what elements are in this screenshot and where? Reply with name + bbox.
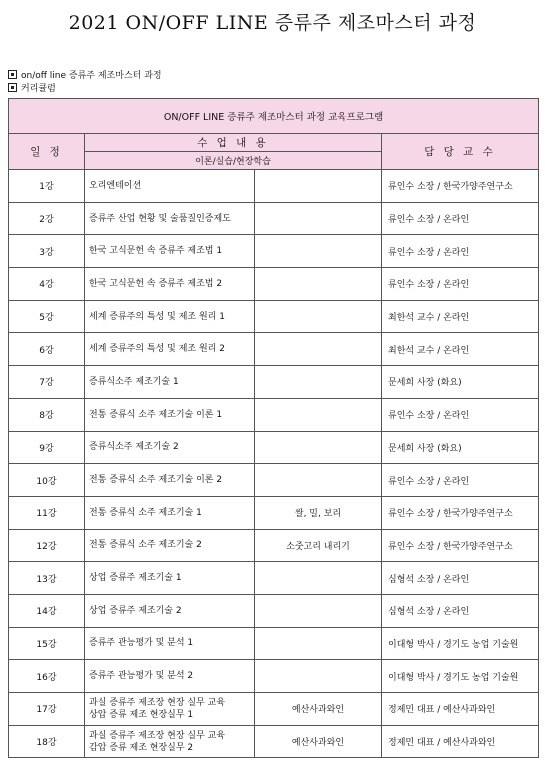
- table-row: [9, 496, 539, 529]
- cell-topic: [85, 202, 255, 235]
- cell-topic: [85, 170, 255, 203]
- cell-activity: [255, 366, 382, 399]
- cell-lecture: 6강: [9, 333, 85, 366]
- cell-lecture: 8강: [9, 398, 85, 431]
- cell-lecture: 17강: [9, 693, 85, 726]
- cell-lecture: 9강: [9, 431, 85, 464]
- cell-instructor: 심형석 소장 / 온라인: [382, 562, 539, 595]
- table-row: [9, 366, 539, 399]
- topic-line: 상업 증류주 제조기술 1: [89, 573, 182, 584]
- cell-topic: [85, 268, 255, 301]
- topic-line: 증류주 관능평가 및 분석 2: [89, 671, 194, 682]
- table-row: [9, 464, 539, 497]
- cell-topic: [85, 562, 255, 595]
- cell-topic: [85, 398, 255, 431]
- table-banner-row: [9, 99, 539, 134]
- page-title: 2021 ON/OFF LINE 증류주 제조마스터 과정: [68, 12, 477, 34]
- cell-activity: [255, 562, 382, 595]
- cell-activity: [255, 660, 382, 693]
- topic-line: 증류주 산업 현황 및 술품질인증제도: [89, 213, 231, 224]
- cell-instructor: 류인수 소장 / 한국가양주연구소: [382, 496, 539, 529]
- cell-lecture: 1강: [9, 170, 85, 203]
- cell-instructor: 문세희 사장 (화요): [382, 366, 539, 399]
- cell-activity: 예산사과와인: [255, 693, 382, 726]
- table-row: [9, 725, 539, 758]
- cell-instructor: 류인수 소장 / 온라인: [382, 235, 539, 268]
- header-content: 수 업 내 용: [85, 134, 382, 152]
- cell-activity: [255, 431, 382, 464]
- cell-instructor: 류인수 소장 / 온라인: [382, 268, 539, 301]
- cell-topic: [85, 496, 255, 529]
- cell-lecture: 16강: [9, 660, 85, 693]
- cell-activity: [255, 235, 382, 268]
- bullet-square-icon: [8, 70, 17, 79]
- topic-line: 증류주 관능평가 및 분석 1: [89, 638, 194, 649]
- header-session: 일 정: [9, 134, 85, 170]
- topic-line: 상압 증류 제조 현장실무 1: [89, 709, 194, 720]
- topic-line: 증류식소주 제조기술 2: [89, 442, 179, 453]
- table-row: [9, 627, 539, 660]
- breadcrumb-course-label: on/off line 증류주 제조마스터 과정: [21, 71, 162, 81]
- cell-activity: 예산사과와인: [255, 725, 382, 758]
- cell-instructor: 최한석 교수 / 온라인: [382, 333, 539, 366]
- cell-lecture: 14강: [9, 594, 85, 627]
- cell-lecture: 2강: [9, 202, 85, 235]
- table-row: [9, 660, 539, 693]
- cell-activity: [255, 300, 382, 333]
- cell-activity: [255, 268, 382, 301]
- cell-topic: [85, 529, 255, 562]
- cell-topic: [85, 594, 255, 627]
- topic-line: 증류식소주 제조기술 1: [89, 376, 179, 387]
- cell-activity: 쌀, 밀, 보리: [255, 496, 382, 529]
- cell-activity: [255, 333, 382, 366]
- cell-instructor: 류인수 소장 / 온라인: [382, 464, 539, 497]
- cell-topic: [85, 660, 255, 693]
- cell-instructor: 심형석 소장 / 온라인: [382, 594, 539, 627]
- breadcrumb-curriculum[interactable]: [8, 81, 56, 94]
- cell-activity: [255, 398, 382, 431]
- cell-instructor: 류인수 소장 / 온라인: [382, 202, 539, 235]
- cell-lecture: 4강: [9, 268, 85, 301]
- cell-topic: [85, 627, 255, 660]
- topic-line: 한국 고식문헌 속 증류주 제조법 1: [89, 246, 223, 257]
- cell-topic: [85, 333, 255, 366]
- cell-instructor: 문세희 사장 (화요): [382, 431, 539, 464]
- topic-line: 한국 고식문헌 속 증류주 제조법 2: [89, 278, 223, 289]
- table-row: [9, 202, 539, 235]
- cell-instructor: 최한석 교수 / 온라인: [382, 300, 539, 333]
- table-row: [9, 235, 539, 268]
- cell-activity: [255, 594, 382, 627]
- cell-lecture: 7강: [9, 366, 85, 399]
- cell-topic: [85, 235, 255, 268]
- cell-topic: [85, 300, 255, 333]
- cell-instructor: 정제민 대표 / 예산사과와인: [382, 725, 539, 758]
- breadcrumb-curriculum-label: 커리큘럼: [21, 84, 56, 94]
- table-row: [9, 333, 539, 366]
- table-row: [9, 170, 539, 203]
- cell-lecture: 18강: [9, 725, 85, 758]
- table-row: [9, 529, 539, 562]
- cell-lecture: 13강: [9, 562, 85, 595]
- table-row: [9, 562, 539, 595]
- topic-line: 세계 증류주의 특성 및 제조 원리 2: [89, 344, 225, 355]
- cell-topic: [85, 725, 255, 758]
- topic-line: 과실 증류주 제조장 현장 실무 교육: [89, 697, 226, 708]
- header-instructor: 담 당 교 수: [382, 134, 539, 170]
- cell-lecture: 10강: [9, 464, 85, 497]
- table-row: [9, 300, 539, 333]
- cell-lecture: 5강: [9, 300, 85, 333]
- breadcrumb-course[interactable]: [8, 68, 162, 81]
- topic-line: 전통 증류식 소주 제조기술 이론 2: [89, 475, 223, 486]
- cell-activity: [255, 464, 382, 497]
- topic-line: 전통 증류식 소주 제조기술 1: [89, 507, 202, 518]
- cell-instructor: 류인수 소장 / 온라인: [382, 398, 539, 431]
- cell-activity: [255, 202, 382, 235]
- cell-instructor: 이대형 박사 / 경기도 농업 기술원: [382, 660, 539, 693]
- table-row: [9, 398, 539, 431]
- table-banner: ON/OFF LINE 증류주 제조마스터 과정 교육프로그램: [9, 99, 539, 134]
- table-row: [9, 693, 539, 726]
- topic-line: 상업 증류주 제조기술 2: [89, 605, 182, 616]
- table-row: [9, 594, 539, 627]
- table-row: [9, 431, 539, 464]
- topic-line: 전통 증류식 소주 제조기술 2: [89, 540, 202, 551]
- curriculum-table: [8, 98, 539, 758]
- cell-instructor: 류인수 소장 / 한국가양주연구소: [382, 170, 539, 203]
- cell-topic: [85, 693, 255, 726]
- topic-line: 과실 증류주 제조장 현장 실무 교육: [89, 730, 226, 741]
- cell-instructor: 정제민 대표 / 예산사과와인: [382, 693, 539, 726]
- cell-instructor: 류인수 소장 / 한국가양주연구소: [382, 529, 539, 562]
- cell-activity: [255, 627, 382, 660]
- topic-line: 전통 증류식 소주 제조기술 이론 1: [89, 409, 223, 420]
- cell-lecture: 15강: [9, 627, 85, 660]
- cell-topic: [85, 431, 255, 464]
- cell-topic: [85, 464, 255, 497]
- topic-line: 세계 증류주의 특성 및 제조 원리 1: [89, 311, 225, 322]
- bullet-square-icon: [8, 83, 17, 92]
- table-row: [9, 268, 539, 301]
- cell-instructor: 이대형 박사 / 경기도 농업 기술원: [382, 627, 539, 660]
- header-content-sub: 이론/실습/현장학습: [85, 152, 382, 170]
- topic-line: 오리엔테이션: [89, 180, 142, 191]
- cell-activity: [255, 170, 382, 203]
- cell-lecture: 11강: [9, 496, 85, 529]
- cell-topic: [85, 366, 255, 399]
- cell-lecture: 3강: [9, 235, 85, 268]
- table-header-row: [9, 134, 539, 152]
- topic-line: 감압 증류 제조 현장실무 2: [89, 742, 194, 753]
- cell-lecture: 12강: [9, 529, 85, 562]
- cell-activity: 소줏고리 내리기: [255, 529, 382, 562]
